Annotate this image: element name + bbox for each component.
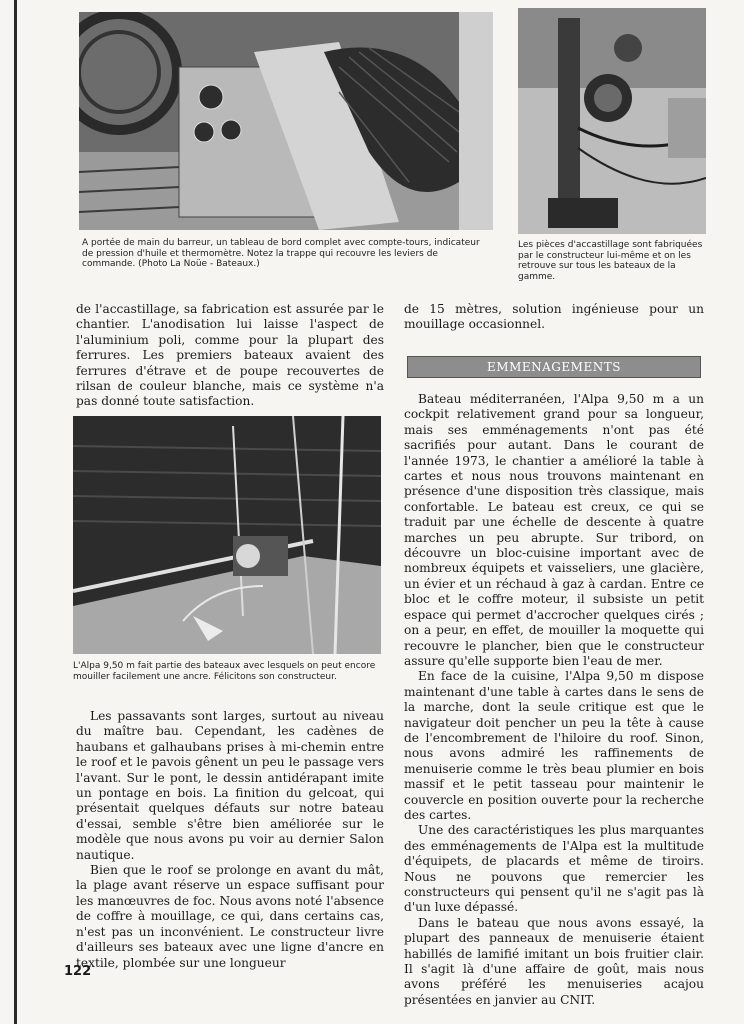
left-column-top [76,302,384,410]
caption-deck-hardware: Les pièces d'accastillage sont fabriquées par le constructeur lui-même et on les retrouve sur tous les bateaux de la gamme. [518,240,703,282]
section-heading-text: EMMENAGEMENTS [487,360,621,374]
photo-anchor-bow [73,416,381,654]
paragraph-table-cartes: En face de la cuisine, l'Alpa 9,50 m dispose maintenant d'une table à cartes dans le sens de la marche, dont la seule critique est que le navigateur doit pencher un peu la tête à cause de l'encombrement de l'hiloire du roof. Sinon, nous avons admiré les raffinements de menuiserie comme le très beau plumier en bois massif et le petit tasseau pour maintenir le couvercle en position ouverte pour la recherche des cartes. [404,669,704,822]
paragraph-accastillage: de l'accastillage, sa fabrication est assurée par le chantier. L'anodisation lui laisse l'aspect de l'aluminium poli, comme pour la plupart des ferrures. Les premiers bateaux avaient des ferrures d'étrave et de poupe recouvertes de rilsan de couleur blanche, mais ce système n'a pas donné toute satisfaction. [76,302,384,409]
left-column-bottom [76,709,384,971]
paragraph-mediterraneen: Bateau méditerranéen, l'Alpa 9,50 m a un cockpit relativement grand pour sa longueur, mais ses emménagements n'ont pas été sacrifiés pour autant. Dans le courant de l'année 1973, le chantier a amélioré la table à cartes et nous nous trouvons maintenant en présence d'une disposition très classique, mais confortable. Le bateau est creux, ce qui se traduit par une échelle de descente à quatre marches un peu abrupte. Sur tribord, on découvre un bloc-cuisine important avec de nombreux équipets et vaisseliers, une glacière, un évier et un réchaud à gaz à cardan. Entre ce bloc et le coffre moteur, il subsiste un petit espace qui permet d'accrocher quelques cirés ; on a peur, en effet, de mouiller la moquette qui recouvre le plancher, bien que le constructeur assure qu'elle supporte bien l'eau de mer. [404,392,704,668]
paragraph-roof: Bien que le roof se prolonge en avant du mât, la plage avant réserve un espace suffisant pour les manœuvres de foc. Nous avons noté l'absence de coffre à mouillage, ce qui, dans certains cas, n'est pas un inconvénient. Le constructeur livre d'ailleurs ses bateaux avec une ligne d'ancre en textile, plombée sur une longueur [76,863,384,970]
caption-anchor-bow: L'Alpa 9,50 m fait partie des bateaux avec lesquels on peut encore mouiller facilement une ancre. Félicitons son constructeur. [73,661,376,682]
photo-deck-hardware [518,8,706,234]
page-number: 122 [64,964,92,979]
caption-helm-dashboard: A portée de main du barreur, un tableau de bord complet avec compte-tours, indicateur de pression d'huile et thermomètre. Notez la trappe qui recouvre les leviers de commande. (Photo La Noüe - Bateaux.) [82,238,480,269]
paragraph-passavants: Les passavants sont larges, surtout au niveau du maître bau. Cependant, les cadènes de haubans et galhaubans prises à mi-chemin entre le roof et le pavois gênent un peu le passage vers l'avant. Sur le pont, le dessin antidérapant imite un pontage en bois. La finition du gelcoat, qui présentait quelques défauts sur notre bateau d'essai, semble s'être bien améliorée sur le modèle que nous avons pu voir au dernier Salon nautique. [76,709,384,862]
page-edge-rule [14,0,17,1024]
paragraph-menuiserie: Dans le bateau que nous avons essayé, la plupart des panneaux de menuiserie étaient habillés de lamifié imitant un bois fruitier clair. Il s'agit là d'une affaire de goût, mais nous avons préféré les menuiseries acajou présentées en janvier au CNIT. [404,915,704,1007]
photo-helm-dashboard [79,12,493,230]
paragraph-equipets: Une des caractéristiques les plus marquantes des emménagements de l'Alpa est la multitude d'équipets, de placards et même de tiroirs. Nous ne pouvons que remercier les constructeurs qui pensent qu'il ne s'agit pas là d'un luxe dépassé. [404,823,704,915]
right-column-body [404,392,704,1008]
paragraph-mouillage: de 15 mètres, solution ingénieuse pour un mouillage occasionnel. [404,302,704,332]
section-heading-emmenagements [407,356,701,378]
right-column-top [404,302,704,333]
